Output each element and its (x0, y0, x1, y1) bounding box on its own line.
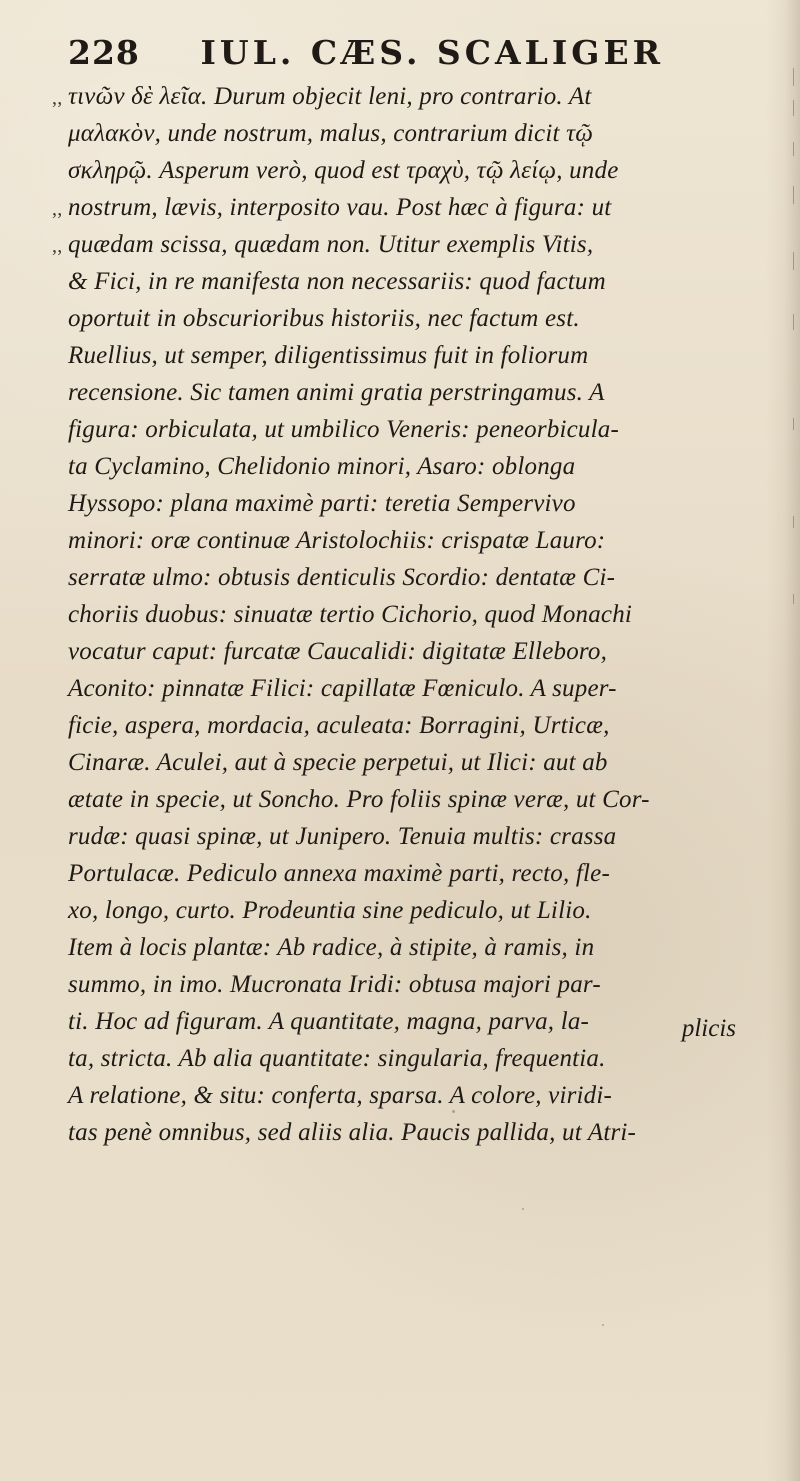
line-text: σκληρῷ. Asperum verò, quod est τραχὺ, τῷ λείῳ, unde (68, 157, 619, 184)
catchword: plicis (681, 1015, 736, 1042)
line-text: & Fici, in re manifesta non necessariis: quod factum (68, 268, 606, 295)
line-text: Item à locis plantæ: Ab radice, à stipite, à ramis, in (68, 934, 595, 961)
text-line (52, 485, 787, 522)
line-text: rudæ: quasi spinæ, ut Junipero. Tenuia multis: crassa (68, 823, 617, 850)
text-line (52, 1114, 787, 1151)
text-line (52, 1003, 787, 1040)
line-text: Hyssopo: plana maximè parti: teretia Sempervivo (68, 490, 576, 517)
line-text: tas penè omnibus, sed aliis alia. Paucis pallida, ut Atri- (68, 1119, 637, 1146)
page-header (68, 32, 708, 74)
text-line (52, 559, 787, 596)
text-line (52, 115, 787, 152)
line-text: A relatione, & situ: conferta, sparsa. A colore, viridi- (68, 1082, 613, 1109)
line-text: τινῶν δὲ λεῖα. Durum objecit leni, pro contrario. At (68, 83, 592, 110)
line-text: figura: orbiculata, ut umbilico Veneris: peneorbicula- (68, 416, 619, 443)
line-text: ta, stricta. Ab alia quantitate: singularia, frequentia. (68, 1045, 606, 1072)
line-text: xo, longo, curto. Prodeuntia sine pediculo, ut Lilio. (68, 897, 592, 924)
line-text: vocatur caput: furcatæ Caucalidi: digitatæ Elleboro, (68, 638, 608, 665)
line-text: Portulacæ. Pediculo annexa maximè parti, recto, fle- (68, 860, 610, 887)
text-line (52, 966, 787, 1003)
line-text: ta Cyclamino, Chelidonio minori, Asaro: oblonga (68, 453, 576, 480)
quote-mark: ,, (52, 198, 63, 220)
line-text: ficie, aspera, mordacia, aculeata: Borragini, Urticæ, (68, 712, 610, 739)
text-line (52, 670, 787, 707)
line-text: summo, in imo. Mucronata Iridi: obtusa majori par- (68, 971, 601, 998)
text-line (52, 744, 787, 781)
text-line (52, 78, 787, 115)
line-text: serratæ ulmo: obtusis denticulis Scordio: dentatæ Ci- (68, 564, 616, 591)
text-line (52, 411, 787, 448)
text-line (52, 337, 787, 374)
quote-mark: ,, (52, 235, 63, 257)
text-line (52, 226, 787, 263)
text-line (52, 1040, 787, 1077)
text-line (52, 892, 787, 929)
text-line (52, 633, 787, 670)
text-line (52, 929, 787, 966)
line-text: oportuit in obscurioribus historiis, nec factum est. (68, 305, 580, 332)
line-text: μαλακὸν, unde nostrum, malus, contrarium dicit τῷ (68, 120, 594, 147)
paper-speck (602, 1324, 604, 1326)
text-line (52, 596, 787, 633)
line-text: Ruellius, ut semper, diligentissimus fuit in foliorum (68, 342, 589, 369)
text-line (52, 263, 787, 300)
line-text: choriis duobus: sinuatæ tertio Cichorio, quod Monachi (68, 601, 633, 628)
page-number: 228 (68, 33, 140, 72)
text-line (52, 448, 787, 485)
line-text: recensione. Sic tamen animi gratia perstringamus. A (68, 379, 605, 406)
text-line (52, 1077, 787, 1114)
line-text: quædam scissa, quædam non. Utitur exemplis Vitis, (68, 231, 594, 258)
text-line (52, 152, 787, 189)
latin-text-block (52, 78, 787, 1151)
text-line (52, 374, 787, 411)
line-text: Cinaræ. Aculei, aut à specie perpetui, ut Ilici: aut ab (68, 749, 608, 776)
text-line (52, 855, 787, 892)
text-line (52, 522, 787, 559)
text-line (52, 707, 787, 744)
paper-speck (522, 1208, 524, 1210)
text-line (52, 781, 787, 818)
text-line (52, 818, 787, 855)
running-head: IUL. CÆS. SCALIGER (200, 33, 665, 72)
line-text: Aconito: pinnatæ Filici: capillatæ Fœniculo. A super- (68, 675, 617, 702)
line-text: minori: oræ continuæ Aristolochiis: crispatæ Lauro: (68, 527, 606, 554)
quote-mark: ,, (52, 87, 63, 109)
line-text: nostrum, lævis, interposito vau. Post hæc à figura: ut (68, 194, 612, 221)
paper-speck (452, 1110, 455, 1113)
line-text: ti. Hoc ad figuram. A quantitate, magna, parva, la- (68, 1008, 590, 1035)
text-line (52, 300, 787, 337)
text-line (52, 189, 787, 226)
line-text: ætate in specie, ut Soncho. Pro foliis spinæ veræ, ut Cor- (68, 786, 650, 813)
